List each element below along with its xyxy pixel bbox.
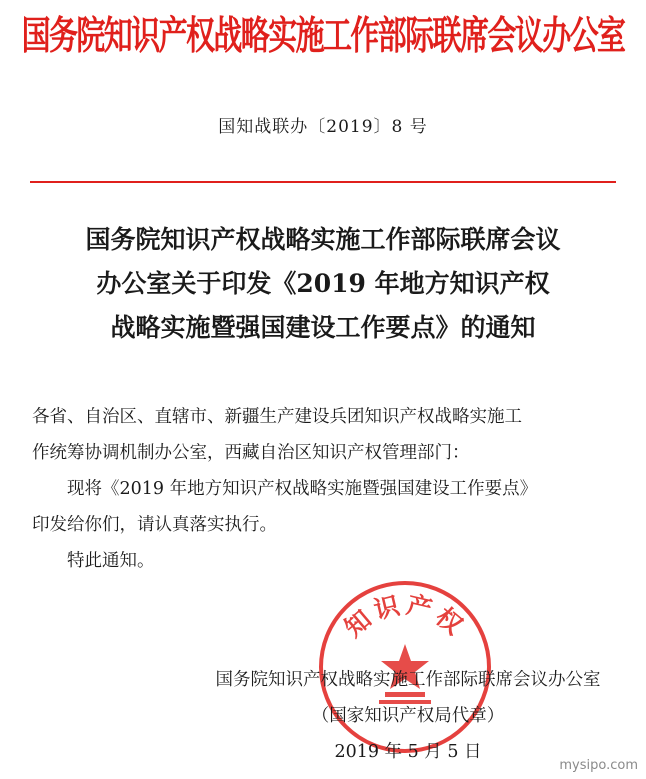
red-divider-line — [30, 181, 616, 183]
addressee-line-1: 各省、自治区、直辖市、新疆生产建设兵团知识产权战略实施工 — [32, 407, 522, 427]
notice-title — [20, 218, 626, 350]
body-paragraph-line-1: 现将《2019 年地方知识产权战略实施暨强国建设工作要点》 — [67, 479, 538, 499]
watermark: mysipo.com — [559, 758, 638, 773]
notice-body — [32, 399, 622, 579]
body-paragraph-line-2: 印发给你们，请认真落实执行。 — [32, 515, 277, 535]
title-line-3: 战略实施暨强国建设工作要点》的通知 — [110, 313, 536, 342]
signature-block — [182, 662, 634, 770]
document-number: 国知战联办〔2019〕8 号 — [218, 117, 428, 137]
seal-text: 知识产权 — [338, 589, 472, 643]
title-line-2: 办公室关于印发《2019 年地方知识产权 — [96, 269, 550, 298]
seal-note: （国家知识产权局代章） — [311, 706, 505, 726]
closing-line: 特此通知。 — [67, 551, 155, 571]
addressee-line-2: 作统筹协调机制办公室，西藏自治区知识产权管理部门： — [32, 443, 470, 463]
title-line-1: 国务院知识产权战略实施工作部际联席会议 — [85, 225, 561, 254]
masthead: 国务院知识产权战略实施工作部际联席会议办公室 — [21, 12, 625, 59]
issuing-office: 国务院知识产权战略实施工作部际联席会议办公室 — [215, 670, 601, 690]
issue-date: 2019 年 5 月 5 日 — [334, 742, 482, 762]
